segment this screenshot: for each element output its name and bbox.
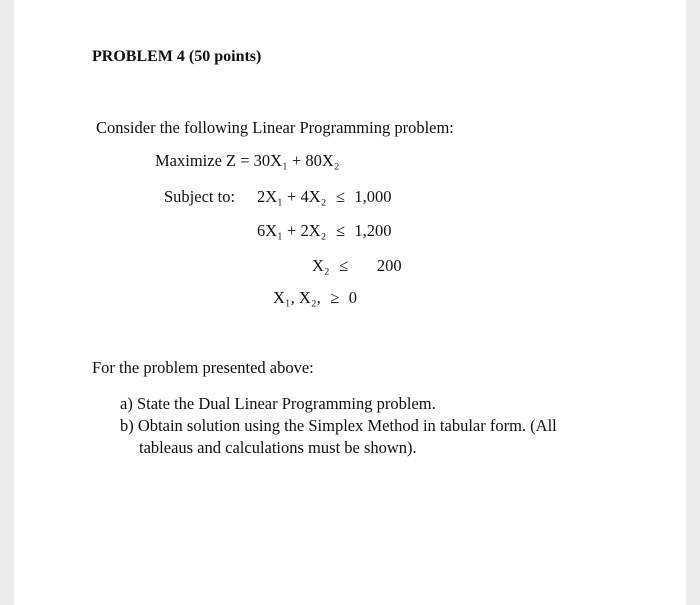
document-page [14, 0, 686, 605]
constraint-3 [312, 256, 402, 276]
task-b-continuation: tableaus and calculations must be shown). [139, 438, 417, 457]
nonnegativity-rhs: 0 [348, 288, 357, 307]
subject-to-label: Subject to: [164, 187, 236, 206]
task-b: b) Obtain solution using the Simplex Method in tabular form. (All [120, 416, 557, 435]
constraint-1-rhs: 1,000 [354, 187, 392, 206]
task-a: a) State the Dual Linear Programming problem. [120, 394, 436, 413]
constraint-3-operator: ≤ [339, 256, 349, 275]
constraint-1-operator: ≤ [335, 187, 345, 206]
prompt-text: For the problem presented above: [92, 358, 314, 377]
constraint-2-lhs: 6X₁ + 2X₂ [257, 221, 327, 240]
objective-function: Maximize Z = 30X₁ + 80X₂ [155, 151, 340, 170]
intro-text: Consider the following Linear Programming problem: [96, 118, 454, 137]
constraint-2-rhs: 1,200 [354, 221, 392, 240]
constraint-2-operator: ≤ [335, 221, 345, 240]
nonnegativity-lhs: X₁, X₂, [273, 288, 321, 307]
nonnegativity-operator: ≥ [330, 288, 340, 307]
problem-heading: PROBLEM 4 (50 points) [92, 48, 262, 65]
constraint-3-lhs: X₂ [312, 256, 330, 275]
nonnegativity-constraint [273, 288, 357, 308]
constraint-1-lhs: 2X₁ + 4X₂ [257, 187, 327, 206]
constraint-2 [257, 221, 392, 241]
constraint-1 [257, 187, 392, 207]
constraint-3-rhs: 200 [376, 256, 402, 275]
